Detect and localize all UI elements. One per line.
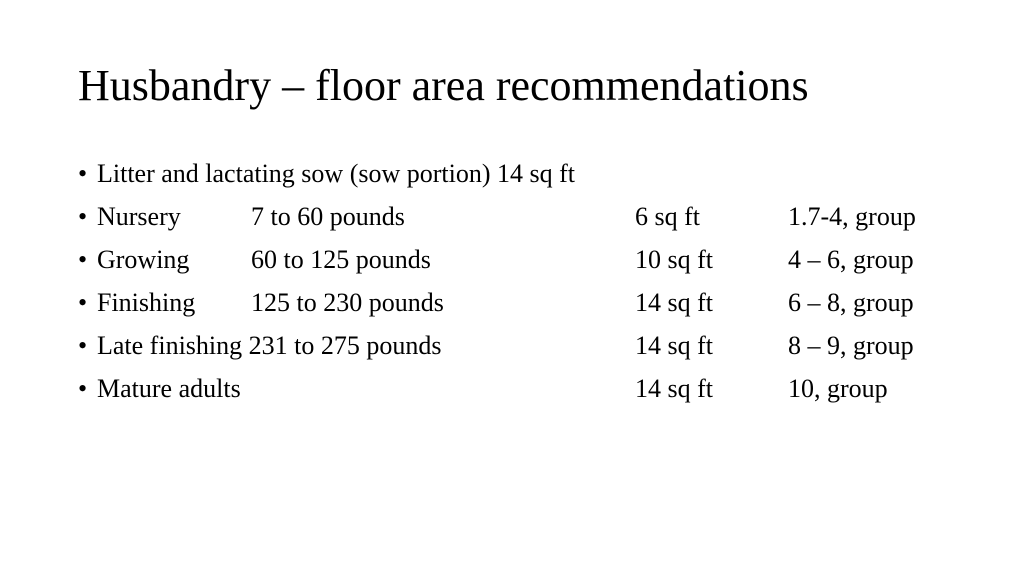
list-item xyxy=(78,324,998,367)
bullet-marker: • xyxy=(78,245,88,274)
space-note: 10, group xyxy=(788,374,888,403)
bullet-marker: • xyxy=(78,202,88,231)
floor-area: 6 sq ft xyxy=(635,202,700,231)
bullet-marker: • xyxy=(78,288,88,317)
slide-title: Husbandry – floor area recommendations xyxy=(78,61,809,110)
animal-category: Litter and lactating sow (sow portion) 14 sq ft xyxy=(97,159,576,188)
weight-range: 60 to 125 pounds xyxy=(251,245,431,274)
space-note: 8 – 9, group xyxy=(788,331,914,360)
space-note: 6 – 8, group xyxy=(788,288,914,317)
floor-area: 14 sq ft xyxy=(635,331,713,360)
bullet-marker: • xyxy=(78,331,88,360)
floor-area: 10 sq ft xyxy=(635,245,713,274)
bullet-marker: • xyxy=(78,374,88,403)
list-item xyxy=(78,238,998,281)
animal-category: Finishing xyxy=(97,288,196,317)
animal-category: Late finishing 231 to 275 pounds xyxy=(97,331,442,360)
list-item xyxy=(78,195,998,238)
space-note: 4 – 6, group xyxy=(788,245,914,274)
floor-area: 14 sq ft xyxy=(635,374,713,403)
animal-category: Nursery xyxy=(97,202,181,231)
bullet-marker: • xyxy=(78,159,88,188)
animal-category: Growing xyxy=(97,245,190,274)
bullet-list xyxy=(78,152,998,410)
list-item xyxy=(78,367,998,410)
weight-range: 7 to 60 pounds xyxy=(251,202,405,231)
weight-range: 125 to 230 pounds xyxy=(251,288,444,317)
list-item xyxy=(78,152,998,195)
floor-area: 14 sq ft xyxy=(635,288,713,317)
animal-category: Mature adults xyxy=(97,374,241,403)
space-note: 1.7-4, group xyxy=(788,202,916,231)
list-item xyxy=(78,281,998,324)
